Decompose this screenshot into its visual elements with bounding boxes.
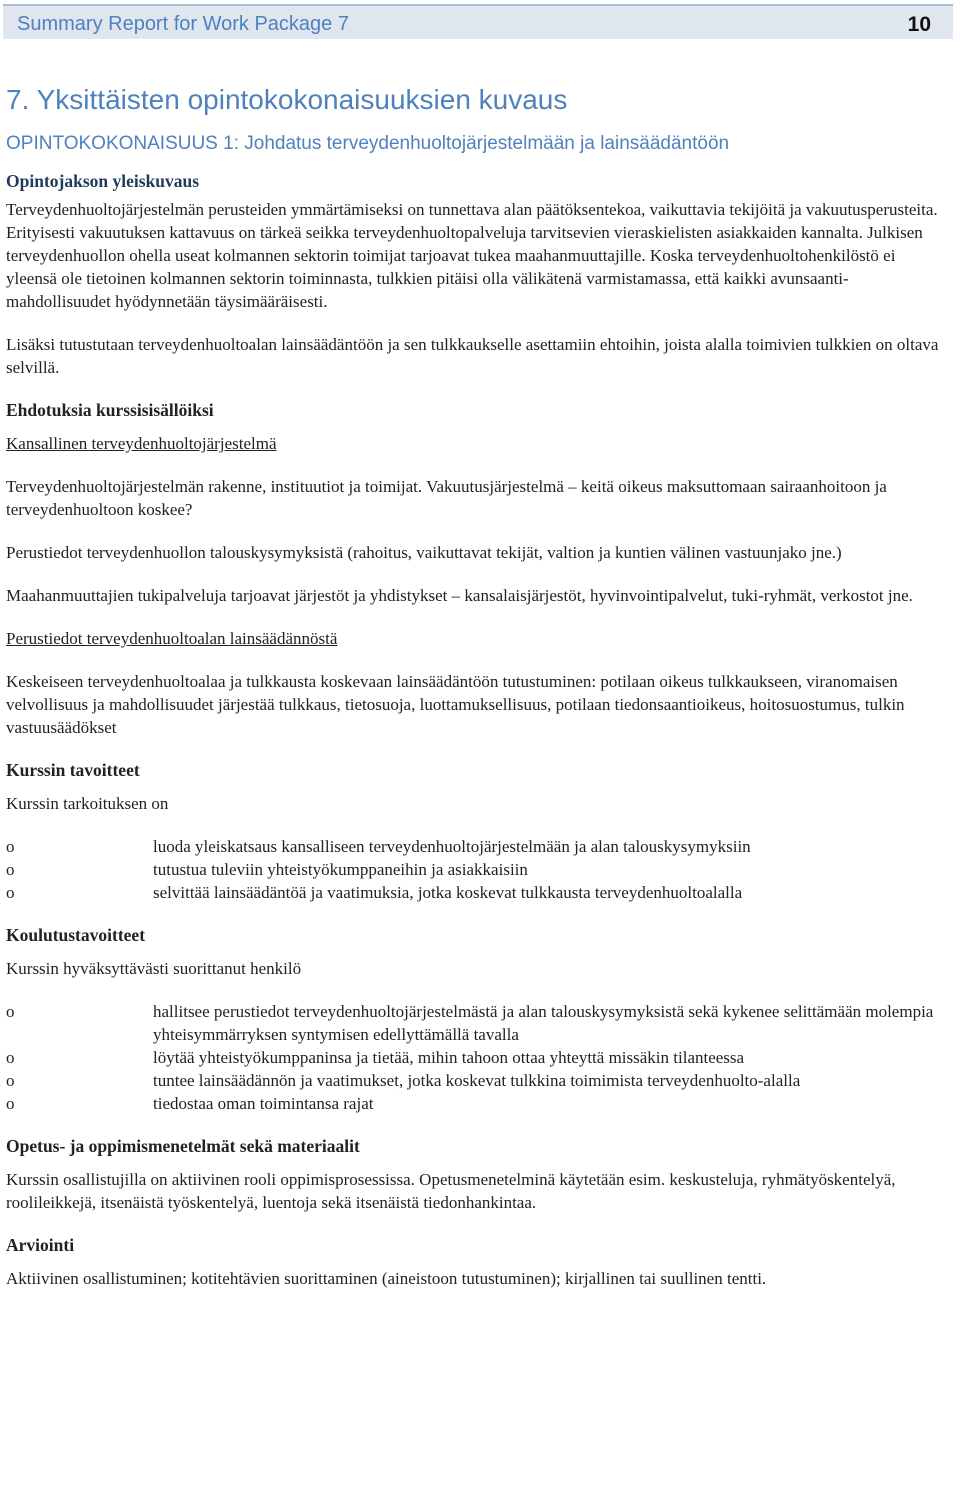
- list-item: o selvittää lainsäädäntöä ja vaatimuksia, jotka koskevat tulkkausta terveydenhuoltoalalla: [6, 883, 743, 902]
- outcomes-list: [6, 1000, 950, 1115]
- bullet-icon: o: [6, 1002, 15, 1021]
- methods-heading: Opetus- ja oppimismenetelmät sekä materiaalit: [6, 1136, 360, 1156]
- list-item: o löytää yhteistyökumppaninsa ja tietää, mihin tahoon ottaa yhteyttä missäkin tilanteessa: [6, 1048, 745, 1067]
- goals-list: [6, 835, 950, 904]
- goals-heading: Kurssin tavoitteet: [6, 760, 140, 780]
- running-header: [3, 4, 953, 39]
- header-title: Summary Report for Work Package 7: [17, 13, 349, 35]
- bullet-icon: o: [6, 1094, 15, 1113]
- bullet-icon: o: [6, 1071, 15, 1090]
- subheading-legislation: Perustiedot terveydenhuoltoalan lainsäädännöstä: [6, 629, 338, 648]
- overview-paragraph-1: Terveydenhuoltojärjestelmän perusteiden ymmärtämiseksi on tunnettava alan päätöksentekoa, vaikuttavia tekijöitä ja vakuutusperusteita. Erityisesti vakuutuksen kattavuus on tärkeä seikka terveydenhuoltopalveluja tarvitsevien vieraskielisten asiakkaiden kannalta. Julkisen terveydenhuollon ohella useat kolmannen sektorin toimijat tarjoavat tukea maahanmuuttajille. Koska terveydenhuoltohenkilöstö ei yleensä ole tietoinen kolmannen sektorin toiminnasta, tulkkien pitäisi olla välikätenä varmistamassa, että kaikki avunsaanti-mahdollisuudet hyödynnetään täysimääräisesti.: [6, 200, 938, 311]
- section-title: 7. Yksittäisten opintokokonaisuuksien kuvaus: [6, 84, 568, 115]
- methods-text: Kurssin osallistujilla on aktiivinen rooli oppimisprosessissa. Opetusmenetelminä käytetään esim. keskusteluja, ryhmätyöskentelyä, roolileikkejä, itsenäistä työskentelyä, luentoja sekä itsenäistä tiedonhankintaa.: [6, 1170, 896, 1212]
- assessment-heading: Arviointi: [6, 1235, 75, 1255]
- suggestions-paragraph-3: Maahanmuuttajien tukipalveluja tarjoavat järjestöt ja yhdistykset – kansalaisjärjestöt, hyvinvointipalvelut, tuki-ryhmät, verkostot jne.: [6, 586, 913, 605]
- bullet-icon: o: [6, 883, 15, 902]
- subheading-national-system: Kansallinen terveydenhuoltojärjestelmä: [6, 434, 277, 453]
- list-item: o tutustua tuleviin yhteistyökumppaneihin ja asiakkaisiin: [6, 860, 528, 879]
- list-item: o luoda yleiskatsaus kansalliseen terveydenhuoltojärjestelmään ja alan talouskysymyksiin: [6, 837, 751, 856]
- overview-heading: Opintojakson yleiskuvaus: [6, 171, 200, 191]
- suggestions-paragraph-2: Perustiedot terveydenhuollon talouskysymyksistä (rahoitus, vaikuttavat tekijät, valtion ja kuntien välinen vastuunjako jne.): [6, 543, 842, 562]
- list-item: o hallitsee perustiedot terveydenhuoltojärjestelmästä ja alan talouskysymyksistä sekä kykenee selittämään molempia yhteisymmärryksen syntymisen edellyttämällä tavalla: [6, 1002, 934, 1044]
- overview-paragraph-2: Lisäksi tutustutaan terveydenhuoltoalan lainsäädäntöön ja sen tulkkaukselle asettamiin ehtoihin, joista alalla toimivien tulkkien on oltava selvillä.: [6, 335, 939, 377]
- legislation-paragraph: Keskeiseen terveydenhuoltoalaa ja tulkkausta koskevaan lainsäädäntöön tutustuminen: potilaan oikeus tulkkaukseen, viranomaisen velvollisuus ja mahdollisuudet järjestää tulkkaus, tietosuoja, luottamuksellisuus, potilaan tiedonsaantioikeus, hoitosuostumus, tulkin vastuusäädökset: [6, 672, 905, 737]
- page-number: 10: [907, 13, 931, 36]
- assessment-text: Aktiivinen osallistuminen; kotitehtävien suorittaminen (aineistoon tutustuminen); kirjallinen tai suullinen tentti.: [6, 1269, 767, 1288]
- module-title: OPINTOKOKONAISUUS 1: Johdatus terveydenhuoltojärjestelmään ja lainsäädäntöön: [6, 133, 730, 154]
- bullet-icon: o: [6, 1048, 15, 1067]
- outcomes-intro: Kurssin hyväksyttävästi suorittanut henkilö: [6, 959, 302, 978]
- suggestions-heading: Ehdotuksia kurssisisällöiksi: [6, 400, 214, 420]
- list-item: o tiedostaa oman toimintansa rajat: [6, 1094, 374, 1113]
- suggestions-paragraph-1: Terveydenhuoltojärjestelmän rakenne, instituutiot ja toimijat. Vakuutusjärjestelmä – keitä oikeus maksuttomaan sairaanhoitoon ja terveydenhuoltoon koskee?: [6, 477, 887, 519]
- goals-intro: Kurssin tarkoituksen on: [6, 794, 169, 813]
- outcomes-heading: Koulutustavoitteet: [6, 925, 146, 945]
- document-body: [6, 80, 950, 1310]
- bullet-icon: o: [6, 860, 15, 879]
- bullet-icon: o: [6, 837, 15, 856]
- list-item: o tuntee lainsäädännön ja vaatimukset, jotka koskevat tulkkina toimimista terveydenhuolto-alalla: [6, 1071, 801, 1090]
